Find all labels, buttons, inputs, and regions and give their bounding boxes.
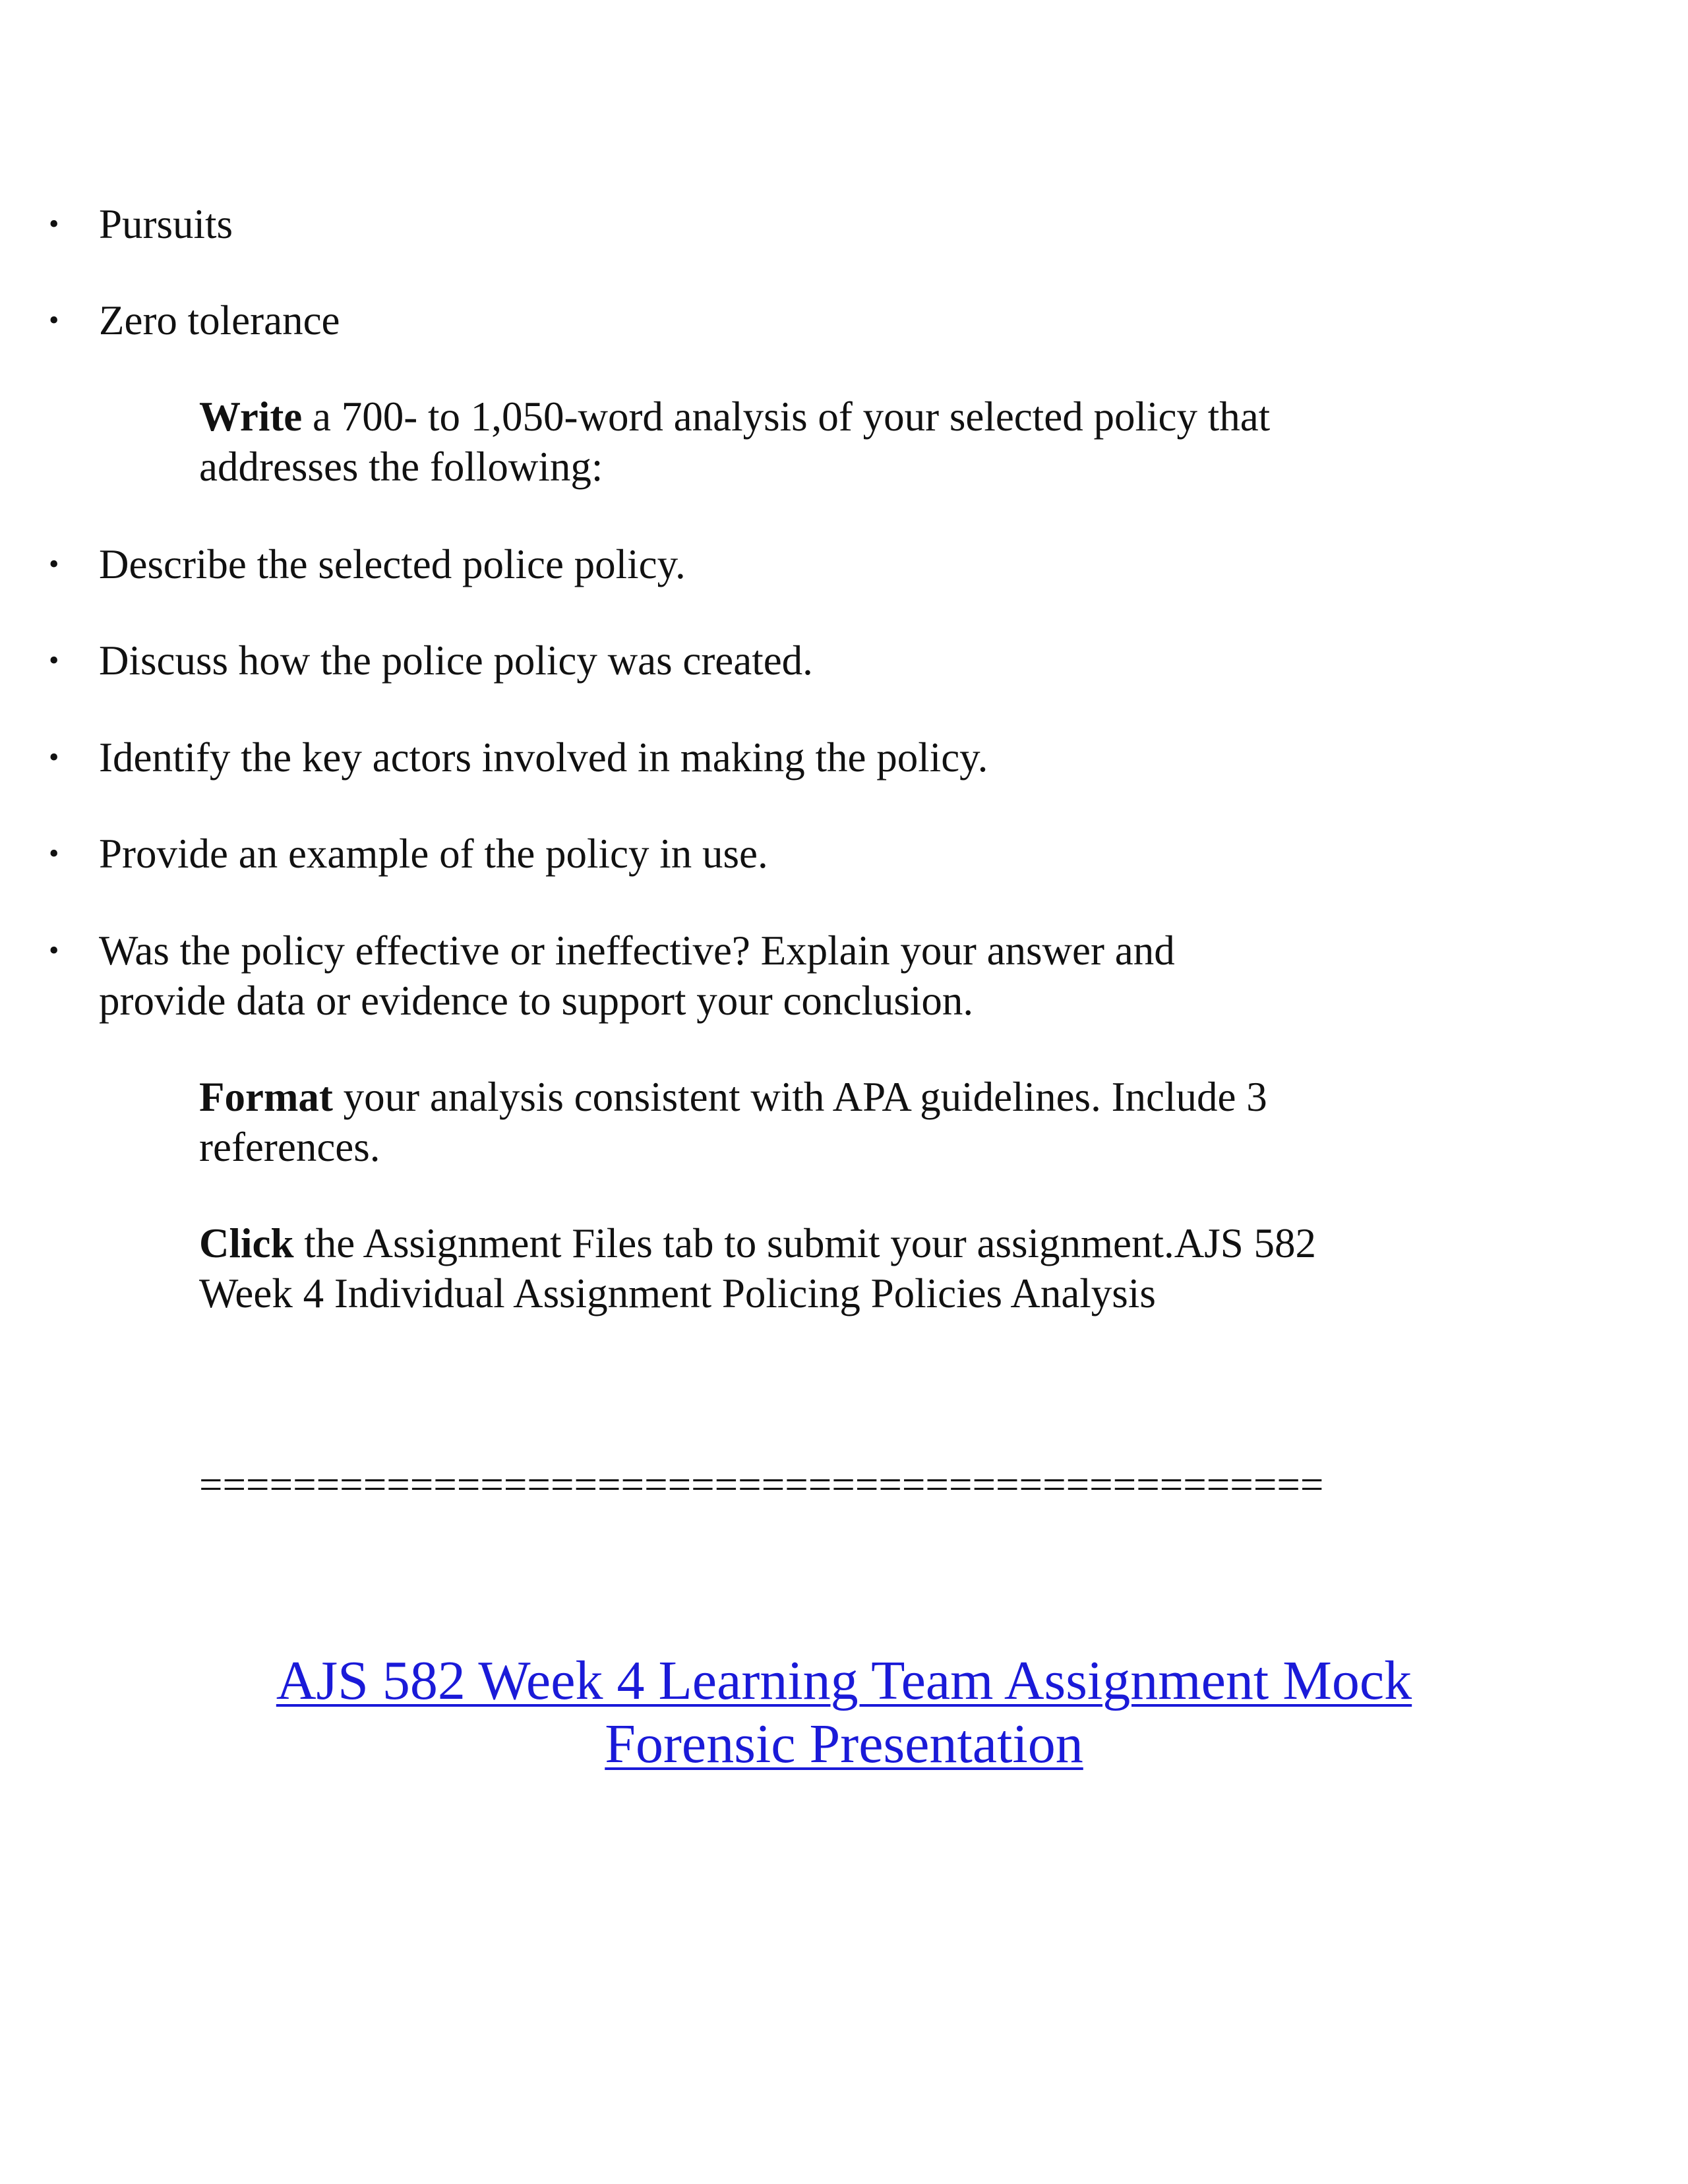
bullet-text-line1: Was the policy effective or ineffective? Explain your answer and bbox=[99, 928, 1175, 974]
write-paragraph bbox=[199, 392, 1518, 492]
click-paragraph bbox=[199, 1218, 1518, 1318]
link-line1[interactable]: AJS 582 Week 4 Learning Team Assignment Mock bbox=[276, 1650, 1412, 1711]
format-keyword: Format bbox=[199, 1074, 333, 1120]
format-paragraph-text: your analysis consistent with APA guidelines. Include 3 bbox=[332, 1074, 1267, 1120]
bullet-text: Identify the key actors involved in making the policy. bbox=[99, 734, 988, 781]
bullet-text: Pursuits bbox=[99, 201, 233, 247]
next-assignment-link[interactable] bbox=[0, 1649, 1688, 1776]
format-paragraph-line2: references. bbox=[199, 1124, 380, 1170]
bullet-text: Provide an example of the policy in use. bbox=[99, 831, 768, 877]
click-paragraph-line1 bbox=[199, 1218, 1518, 1268]
click-paragraph-text: the Assignment Files tab to submit your assignment.AJS 582 bbox=[293, 1220, 1317, 1266]
format-paragraph bbox=[199, 1072, 1518, 1172]
write-keyword: Write bbox=[199, 394, 303, 440]
bullet-text-block bbox=[99, 926, 1175, 1026]
bullet-dot: • bbox=[49, 741, 59, 773]
bullet-dot: • bbox=[49, 837, 59, 870]
bullet-dot: • bbox=[49, 304, 59, 336]
bullet-dot: • bbox=[49, 644, 59, 676]
section-divider: ================================================ bbox=[199, 1461, 1324, 1508]
bullet-dot: • bbox=[49, 934, 59, 966]
bullet-text-line2: provide data or evidence to support your conclusion. bbox=[99, 978, 974, 1024]
bullet-text: Describe the selected police policy. bbox=[99, 541, 686, 587]
bullet-text: Zero tolerance bbox=[99, 297, 340, 343]
format-paragraph-line1 bbox=[199, 1072, 1518, 1122]
click-paragraph-line2: Week 4 Individual Assignment Policing Policies Analysis bbox=[199, 1270, 1156, 1316]
click-keyword: Click bbox=[199, 1220, 294, 1266]
write-paragraph-line1 bbox=[199, 392, 1518, 442]
write-paragraph-line2: addresses the following: bbox=[199, 444, 603, 490]
bullet-dot: • bbox=[49, 208, 59, 240]
link-line2[interactable]: Forensic Presentation bbox=[605, 1713, 1083, 1775]
write-paragraph-text: a 700- to 1,050-word analysis of your selected policy that bbox=[302, 394, 1271, 440]
bullet-dot: • bbox=[49, 548, 59, 580]
bullet-text: Discuss how the police policy was created. bbox=[99, 637, 813, 684]
